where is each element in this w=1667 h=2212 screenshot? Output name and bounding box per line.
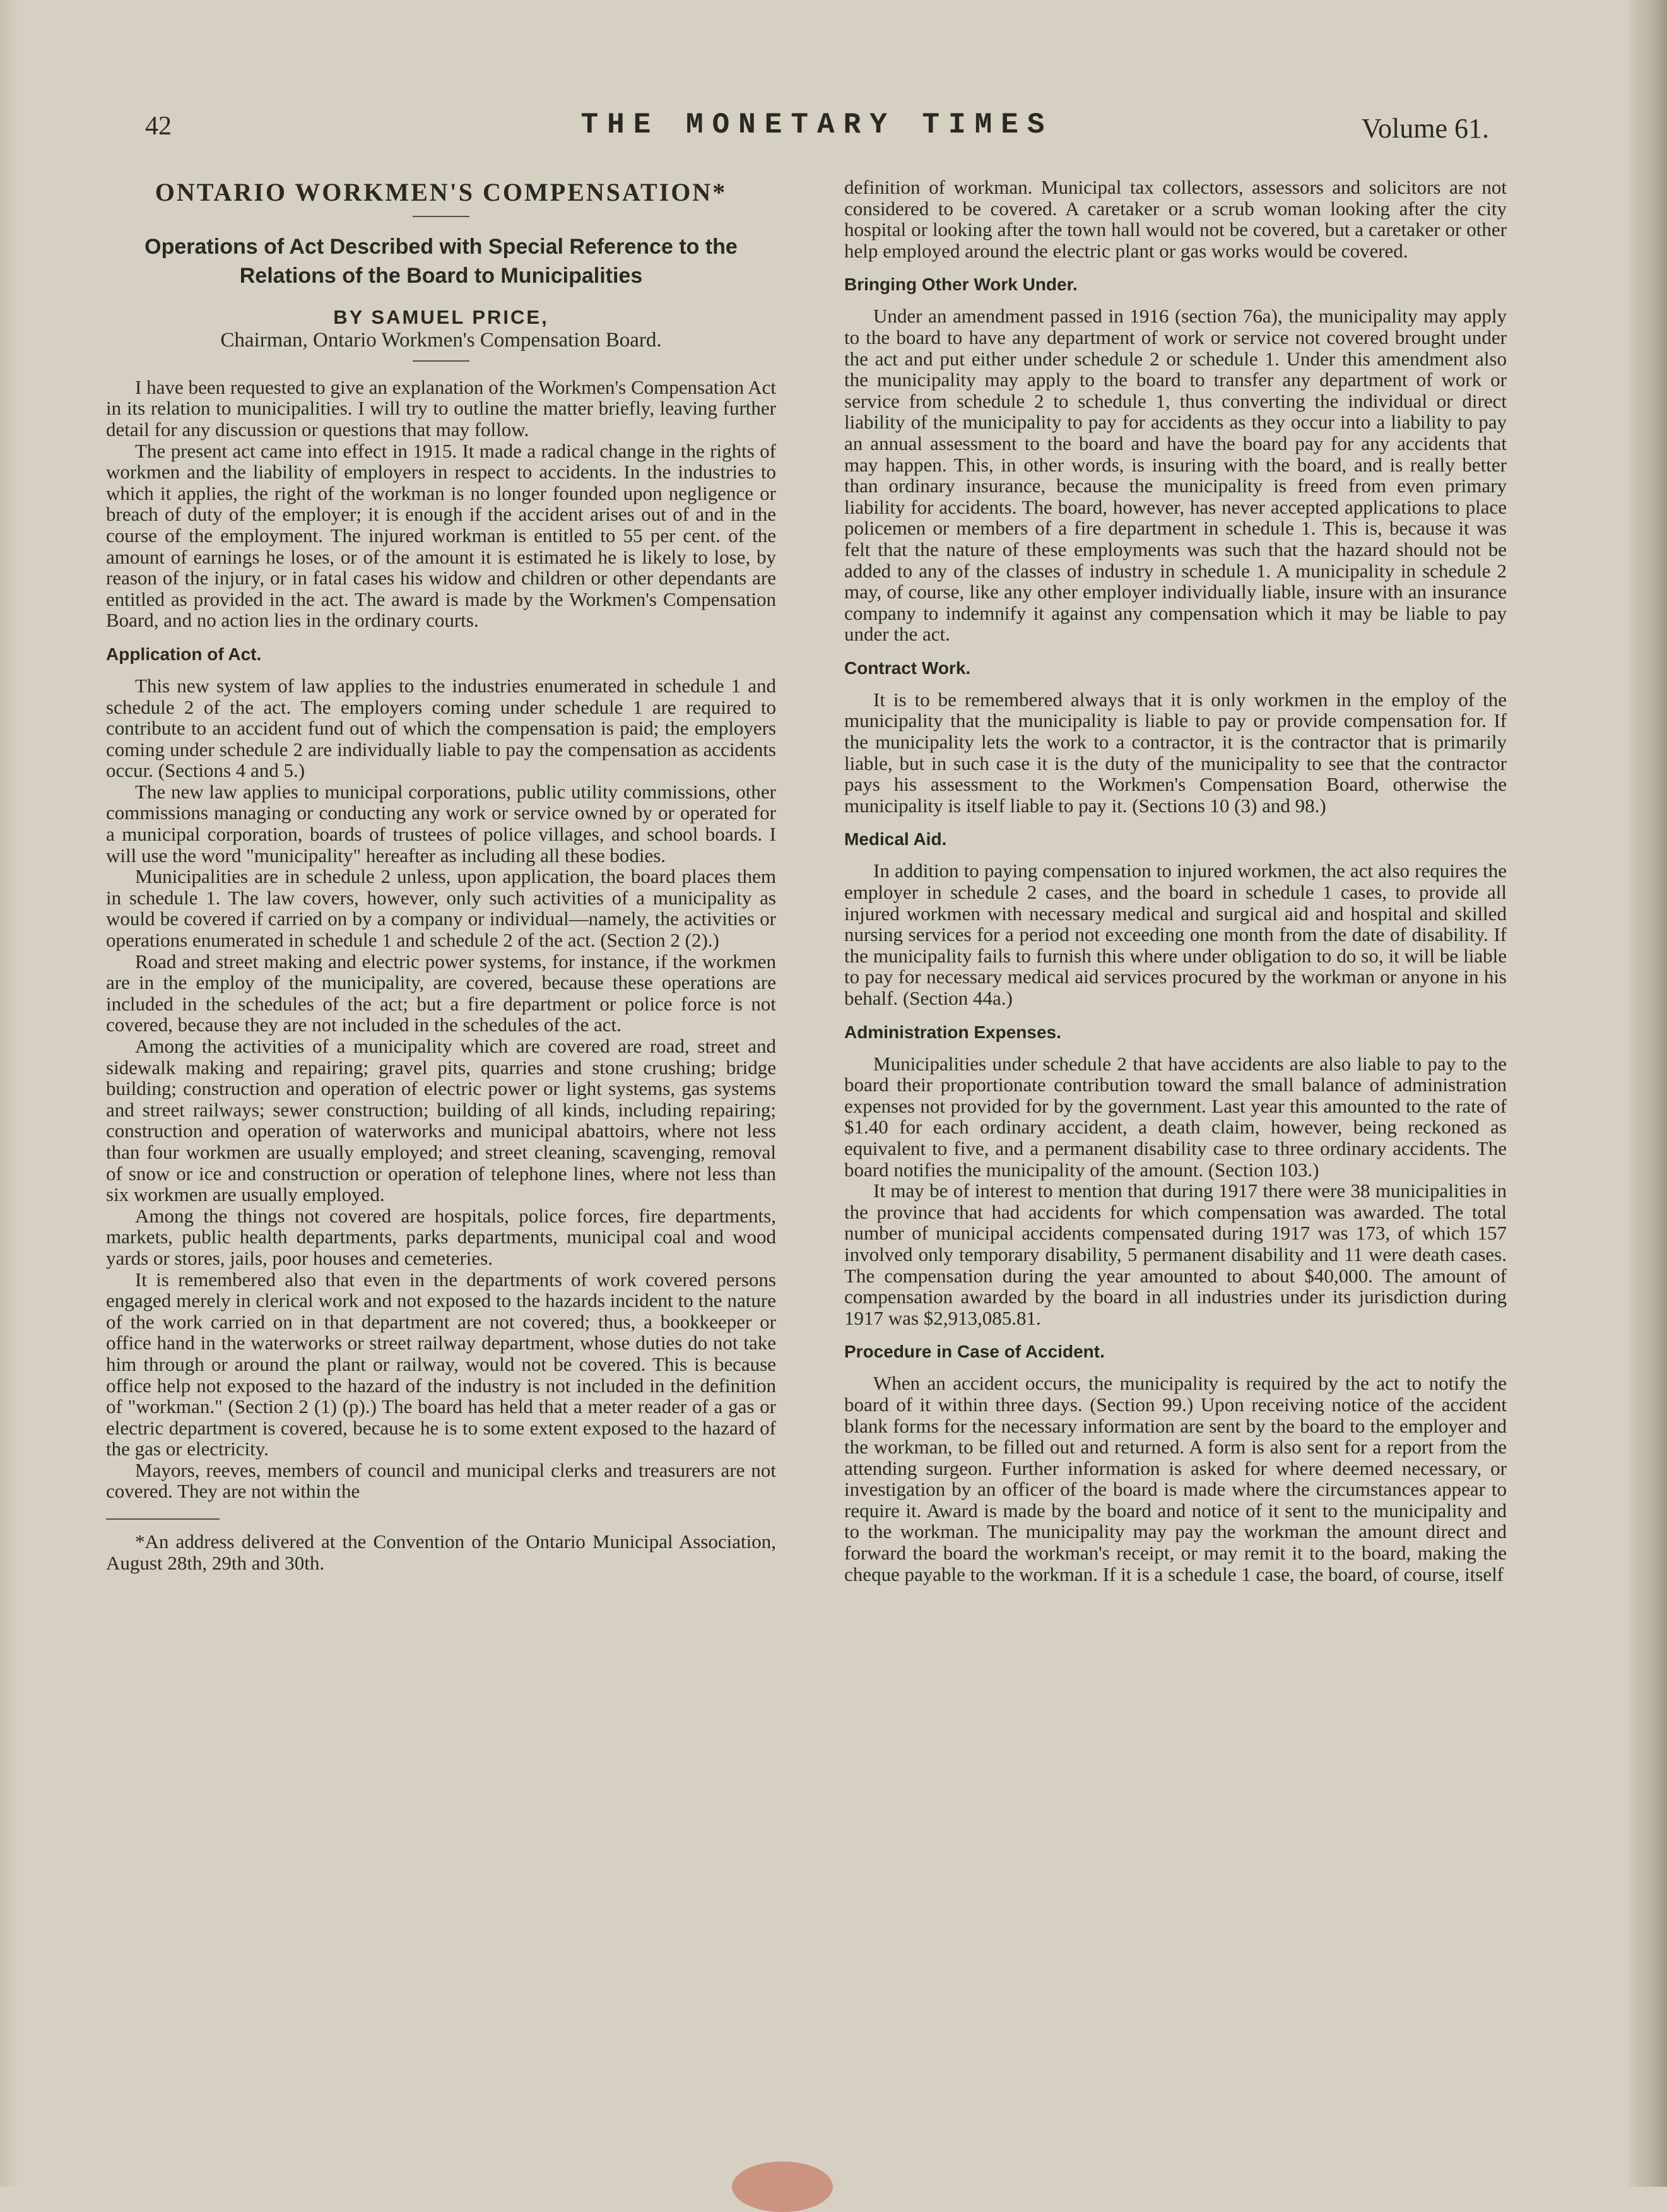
page-left-edge	[0, 0, 19, 2187]
title-rule	[413, 216, 469, 217]
intro-paragraph: The present act came into effect in 1915. It made a radical change in the rights of workmen and the liability of employers in respect to accidents. In the industries to which it applies, the right of the workman is no longer founded upon negligence or breach of duty of the employer; it is enough if the accident arises out of and in the course of the employment. The injured workman is entitled to 55 per cent. of the amount of earnings he loses, or of the amount it is estimated he is likely to lose, by reason of the injury, or in fatal cases his widow and children or other dependants are entitled as provided in the act. The award is made by the Workmen's Compensation Board, and no action lies in the ordinary courts.	[106, 439, 776, 632]
body-paragraph: Mayors, reeves, members of council and municipal clerks and treasurers are not covered. They are not within the	[106, 1458, 776, 1503]
body-paragraph: It is remembered also that even in the departments of work covered persons engaged merely in clerical work and not exposed to the hazards incident to the nature of the work carried on in that department are not covered; thus, a bookkeeper or office hand in the waterworks or street railway department, whose duties do not take him through or around the plant or railway, would not be covered. This is because office help not exposed to the hazard of the industry is not included in the definition of "workman." (Section 2 (1) (p).) The board has held that a meter reader of a gas or electric department is covered, because he is to some extent exposed to the hazard of the gas or electricity.	[106, 1268, 776, 1460]
body-paragraph: This new system of law applies to the industries enumerated in schedule 1 and schedule 2 of the act. The employers coming under schedule 1 are required to contribute to an accident fund out of which the compensation is paid; the employers coming under schedule 2 are individually liable to pay the compensation as accidents occur. (Sections 4 and 5.)	[106, 674, 776, 782]
section-heading-contract-work: Contract Work.	[844, 658, 971, 678]
body-paragraph: Among the things not covered are hospitals, police forces, fire departments, markets, public health departments, parks departments, municipal coal and wood yards or stores, jails, poor houses and cemeteries.	[106, 1204, 776, 1269]
footnote: *An address delivered at the Convention of the Ontario Municipal Association, August 28th, 29th and 30th.	[106, 1530, 776, 1574]
body-paragraph: Municipalities under schedule 2 that have accidents are also liable to pay to the board their proportionate contribution toward the small balance of administration expenses not provided for by the government. Last year this amounted to the rate of $1.40 for each ordinary accident, a death claim, however, being reckoned as equivalent to five, and a permanent disability case to three ordinary accidents. The board notifies the municipality of the amount. (Section 103.)	[844, 1052, 1507, 1181]
page-stain	[732, 2162, 833, 2212]
intro-paragraph: I have been requested to give an explanation of the Workmen's Compensation Act in its relation to municipalities. I will try to outline the matter briefly, leaving further detail for any discussion or questions that may follow.	[106, 376, 776, 441]
page-header	[145, 109, 1489, 153]
body-paragraph: Municipalities are in schedule 2 unless, upon application, the board places them in schedule 1. The law covers, however, only such activities of a municipality as would be covered if carried on by a company or individual—namely, the activities or operations enumerated in schedule 1 and schedule 2 of the act. (Section 2 (2).)	[106, 865, 776, 952]
section-heading-procedure: Procedure in Case of Accident.	[844, 1342, 1105, 1362]
page-right-edge	[1629, 0, 1667, 2187]
body-paragraph: The new law applies to municipal corporations, public utility commissions, other commissions managing or conducting any work or service owned by or operated for a municipal corporation, boards of trustees of police villages, and school boards. I will use the word "municipality" hereafter as including all these bodies.	[106, 780, 776, 866]
body-paragraph: Road and street making and electric power systems, for instance, if the workmen are in the employ of the municipality, are covered, because these operations are included in the schedules of the act; but a fire department or police force is not covered, because they are not included in the schedules of the act.	[106, 950, 776, 1036]
article-subtitle: Operations of Act Described with Special Reference to the Relations of the Board to Municipalities	[144, 234, 738, 288]
left-column	[106, 177, 776, 2089]
body-paragraph: Among the activities of a municipality which are covered are road, street and sidewalk making and repairing; gravel pits, quarries and stone crushing; bridge building; construction and operation of electric power or light systems, gas systems and street railways; sewer construction; building of all kinds, including repairing; construction and operation of waterworks and municipal abattoirs, where not less than four workmen are usually employed; and street cleaning, scavenging, removal of snow or ice and construction or operation of telephone lines, where not less than six workmen are usually employed.	[106, 1035, 776, 1206]
body-paragraph-continued: definition of workman. Municipal tax collectors, assessors and solicitors are not considered to be covered. A caretaker or a scrub woman looking after the city hospital or looking after the town hall would not be covered, but a caretaker or other help employed around the electric plant or gas works would be covered.	[844, 177, 1507, 262]
body-paragraph: Under an amendment passed in 1916 (section 76a), the municipality may apply to the board to have any department of work or service not covered brought under the act and put either under schedule 2 or schedule 1. Under this amendment also the municipality may apply to the board to transfer any department of work or service from schedule 2 to schedule 1, thus converting the individual or direct liability of the municipality to pay for accidents as they occur into a liability to pay an annual assessment to the board and have the board pay for any accidents that may happen. This, in other words, is insuring with the board, and is really better than ordinary insurance, because the municipality is freed from even primary liability for accidents. The board, however, has never accepted applications to place policemen or members of a fire department in schedule 1. This is, because it was felt that the nature of these employments was such that the hazard should not be added to any of the classes of industry in schedule 1. A municipality in schedule 2 may, of course, like any other employer individually liable, insure with an insurance company to indemnify it against any compensation which it may be liable to pay under the act.	[844, 305, 1507, 646]
right-column	[844, 177, 1507, 2089]
author-affiliation: Chairman, Ontario Workmen's Compensation Board.	[220, 329, 662, 352]
masthead: THE MONETARY TIMES	[580, 109, 1054, 141]
page-number: 42	[145, 112, 172, 141]
section-heading-bringing-other-work: Bringing Other Work Under.	[844, 275, 1078, 295]
body-paragraph: It may be of interest to mention that during 1917 there were 38 municipalities in the province that had accidents for which compensation was awarded. The total number of municipal accidents compensated during 1917 was 173, of which 157 involved only temporary disability, 5 permanent disability and 11 were death cases. The compensation during the year amounted to about $40,000. The amount of compensation awarded by the board in all industries under its jurisdiction during 1917 was $2,913,085.81.	[844, 1180, 1507, 1329]
section-heading-medical-aid: Medical Aid.	[844, 829, 947, 849]
volume-label: Volume 61.	[1361, 113, 1489, 144]
byline: BY SAMUEL PRICE,	[333, 305, 549, 328]
body-paragraph: When an accident occurs, the municipality is required by the act to notify the board of it within three days. (Section 99.) Upon receiving notice of the accident blank forms for the necessary information are sent by the board to the employer and the workman, to be filled out and returned. A form is also sent for a report from the attending surgeon. Further information is asked for where deemed necessary, or investigation by an officer of the board is made where the circumstances appear to require it. Award is made by the board and notice of it sent to the municipality and to the workman. The municipality may pay the workman the amount direct and forward the board the workman's receipt, or may remit it to the board, making the cheque payable to the workman. If it is a schedule 1 case, the board, of course, itself	[844, 1372, 1507, 1585]
section-heading-administration-expenses: Administration Expenses.	[844, 1022, 1061, 1042]
byline-rule	[413, 360, 469, 362]
body-paragraph: In addition to paying compensation to injured workmen, the act also requires the employer in schedule 2 cases, and the board in schedule 1 cases, to provide all injured workmen with necessary medical and surgical aid and hospital and skilled nursing services for a period not exceeding one month from the date of disability. If the municipality fails to furnish this where under obligation to do so, it will be liable to pay for necessary medical aid services procured by the workman or anyone in his behalf. (Section 44a.)	[844, 860, 1507, 1009]
article-title: ONTARIO WORKMEN'S COMPENSATION*	[155, 178, 727, 206]
body-paragraph: It is to be remembered always that it is only workmen in the employ of the municipality that the municipality is liable to pay or provide compensation for. If the municipality lets the work to a contractor, it is the contractor that is primarily liable, but in such case it is the duty of the municipality to see that the contractor pays his assessment to the Workmen's Compensation Board, otherwise the municipality is itself liable to pay it. (Sections 10 (3) and 98.)	[844, 688, 1507, 817]
section-heading-application: Application of Act.	[106, 644, 262, 664]
footnote-rule	[106, 1518, 220, 1520]
